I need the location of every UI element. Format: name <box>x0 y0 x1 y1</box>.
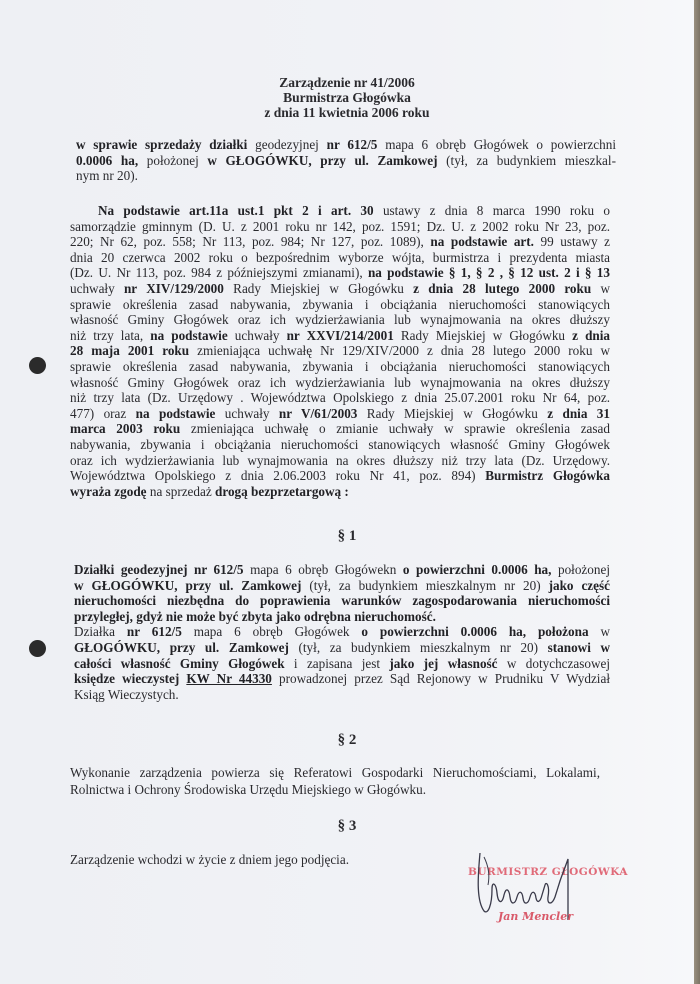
text-run: w GŁOGÓWKU, przy ul. Zamkowej <box>74 577 302 593</box>
text-line <box>70 343 610 359</box>
text-run: Działki geodezyjnej nr 612/5 <box>74 562 244 577</box>
text-run: Wykonanie zarządzenia powierza się Referatowi Gospodarki Nieruchomościami, Lokalami, <box>70 765 600 780</box>
text-run: nr 612/5 <box>326 137 378 152</box>
text-run: mapa 6 obręb Głogówek <box>181 624 362 640</box>
text-line <box>70 297 610 313</box>
text-run: Rady Miejskiej w Głogówku <box>393 327 573 343</box>
text-run: w <box>591 281 610 296</box>
text-run: o powierzchni 0.0006 ha, <box>402 562 552 577</box>
text-run: jako część <box>548 577 610 593</box>
text-line <box>70 406 610 422</box>
text-line <box>74 640 610 656</box>
text-line <box>70 375 610 391</box>
text-line <box>70 484 349 500</box>
text-run: nym nr 20). <box>76 168 138 183</box>
text-run: oraz ich wydzierżawiania lub wynajmowania na okres dłuższy niż trzy lata (Dz. Urzędowy. <box>70 452 610 468</box>
text-run: na podstawie <box>135 405 216 421</box>
text-run: położonej <box>551 562 610 577</box>
text-line <box>70 390 610 406</box>
text-run: marca 2003 roku <box>70 421 181 437</box>
text-run: geodezyjnej <box>247 137 327 152</box>
section-1-heading: § 1 <box>337 528 357 544</box>
text-run: 0.0006 ha, <box>76 152 139 168</box>
text-run: (Dz. U. Nr 113, poz. 984 z późniejszymi zmianami), <box>70 265 368 281</box>
text-line <box>70 359 610 375</box>
text-run: ustawy z dnia 8 marca 1990 roku o <box>373 203 610 218</box>
text-run: prowadzonej przez Sąd Rejonowy w Prudniku V Wydział <box>271 671 610 687</box>
text-run: uchwały <box>70 281 124 296</box>
text-line <box>70 250 610 266</box>
text-run: przyległej, gdyż nie może być zbyta jako odrębna nieruchomość. <box>74 608 436 624</box>
text-run: niż trzy lata (Dz. Urzędowy . Województwa Opolskiego z dnia 25.07.2001 roku Nr 64, poz. <box>70 390 610 406</box>
text-run: nr V/61/2003 <box>278 405 358 421</box>
text-run: nabywania, zbywania i obciążania nieruchomości stanowiących własność Gminy Głogówek <box>70 437 610 452</box>
paper-edge <box>694 0 700 984</box>
text-run: uchwały <box>215 405 279 421</box>
text-line <box>70 453 610 469</box>
text-line <box>76 153 616 169</box>
punch-hole-top <box>29 357 46 374</box>
punch-hole-bottom <box>29 640 46 657</box>
text-run: z dnia <box>572 327 610 343</box>
text-run: 28 maja 2001 roku <box>70 343 190 359</box>
text-run: Ksiąg Wieczystych. <box>74 686 179 702</box>
text-run: mapa 6 obręb Głogówek o powierzchni <box>377 137 616 152</box>
text-run: w <box>588 624 610 640</box>
text-line <box>98 203 610 219</box>
text-run: w dotychczasowej <box>497 655 610 671</box>
text-line <box>74 578 610 594</box>
text-run: drogą bezprzetargową : <box>215 483 349 499</box>
text-line <box>70 312 610 328</box>
text-run: mapa 6 obręb Głogówekn <box>243 562 403 577</box>
text-run: wyraża zgodę <box>70 483 147 499</box>
text-run: i zapisana jest <box>284 655 390 671</box>
text-run: na podstawie § 1, § 2 , § 12 ust. 2 i § 13 <box>367 265 610 281</box>
text-line <box>74 609 436 625</box>
text-run: GŁOGÓWKU, przy ul. Zamkowej <box>74 640 289 655</box>
text-run: jako jej własność <box>389 655 498 671</box>
text-run: na podstawie art. <box>430 234 534 250</box>
text-line <box>70 219 610 235</box>
text-run: nieruchomości niezbędna do poprawienia warunków zagospodarowania nieruchomości <box>74 593 610 609</box>
text-run: nr XIV/129/2000 <box>123 281 224 296</box>
document-title: Zarządzenie nr 41/2006 <box>279 75 415 90</box>
text-run: w sprawie sprzedaży działki <box>76 137 248 152</box>
text-line <box>74 624 610 640</box>
text-line <box>74 687 179 703</box>
text-run: (tył, za budynkiem mieszkal- <box>437 152 616 168</box>
text-line <box>76 137 616 153</box>
text-line <box>76 168 138 184</box>
text-run: księdze wieczystej <box>74 671 180 687</box>
text-run: Rady Miejskiej w Głogówku <box>357 405 548 421</box>
text-line <box>70 765 600 781</box>
text-run: 477) oraz <box>70 405 136 421</box>
document-issuer: Burmistrza Głogówka <box>283 90 411 105</box>
text-run: Rady Miejskiej w Głogówku <box>223 281 414 296</box>
text-run: 220; Nr 62, poz. 558; Nr 113, poz. 984; Nr 127, poz. 1089), <box>70 234 431 250</box>
text-run: Burmistrz Głogówka <box>485 468 610 484</box>
document-date: z dnia 11 kwietnia 2006 roku <box>264 105 430 120</box>
text-line <box>70 265 610 281</box>
text-line <box>70 782 426 798</box>
text-run: z dnia 31 <box>547 405 610 421</box>
text-run: stanowi w <box>547 640 610 655</box>
text-run: własność Gminy Głogówek oraz ich wydzierżawiania lub wynajmowania na okres dłuższy <box>70 374 610 390</box>
section-2-heading: § 2 <box>337 732 357 748</box>
section-3-body: Zarządzenie wchodzi w życie z dniem jego podjęcia. <box>70 852 349 867</box>
text-line <box>70 328 610 344</box>
text-run: położonej <box>138 152 208 168</box>
text-line <box>70 234 610 250</box>
text-line <box>74 593 610 609</box>
text-run: dnia 20 czerwca 2002 roku o bezpośrednim wyborze wójta, burmistrza i prezydenta miasta <box>70 249 610 265</box>
section-3-heading: § 3 <box>337 818 357 834</box>
text-run: na podstawie <box>150 327 228 343</box>
text-run: o powierzchni 0.0006 ha, położona <box>361 624 589 640</box>
text-run: uchwały <box>227 327 287 343</box>
text-line <box>74 562 610 578</box>
text-run: (tył, za budynkiem mieszkalnym nr 20) <box>288 640 548 655</box>
stamp-name: Jan Mencler <box>498 910 574 923</box>
text-line <box>74 656 610 672</box>
text-line <box>74 671 610 687</box>
text-run: z dnia 28 lutego 2000 roku <box>413 281 592 296</box>
text-run: Na podstawie art.11a ust.1 pkt 2 i art. 30 <box>98 203 374 218</box>
text-run: nr 612/5 <box>126 624 182 640</box>
text-run: zmieniająca uchwałę o zmianie uchwały w sprawie określenia zasad <box>180 421 610 437</box>
text-run: KW Nr 44330 <box>186 671 272 687</box>
text-line <box>70 468 610 484</box>
text-run: własność Gminy Głogówek oraz ich wydzierżawiania lub wynajmowania na okres dłuższy <box>70 312 610 328</box>
text-line <box>70 281 610 297</box>
text-run: nr XXVI/214/2001 <box>286 327 394 343</box>
text-run: sprawie określenia zasad nabywania, zbywania i obciążania nieruchomości stanowiących <box>70 359 610 374</box>
text-run: Działka <box>74 624 127 640</box>
text-run: sprawie określenia zasad nabywania, zbywania i obciążania nieruchomości stanowiących <box>70 296 610 312</box>
text-line <box>70 437 610 453</box>
text-run: samorządzie gminnym (D. U. z 2001 roku nr 142, poz. 1591; Dz. U. z 2002 roku Nr 23, poz. <box>70 218 610 234</box>
text-run: w GŁOGÓWKU, przy ul. Zamkowej <box>207 152 438 168</box>
text-run: Rolnictwa i Ochrony Środowiska Urzędu Miejskiego w Głogówku. <box>70 781 427 797</box>
text-run: (tył, za budynkiem mieszkalnym nr 20) <box>301 577 549 593</box>
text-run: Województwa Opolskiego z dnia 2.06.2003 roku Nr 41, poz. 894) <box>70 468 486 484</box>
text-run: na sprzedaż <box>146 483 216 499</box>
text-run: całości własność Gminy Głogówek <box>74 655 285 671</box>
text-run: zmieniająca uchwałę Nr 129/XIV/2000 z dnia 28 lutego 2000 roku w <box>189 343 610 359</box>
text-line <box>70 421 610 437</box>
text-run: niż trzy lata, <box>70 327 151 343</box>
text-run: 99 ustawy z <box>533 234 610 250</box>
stamp-title: BURMISTRZ GŁOGÓWKA <box>468 866 629 878</box>
